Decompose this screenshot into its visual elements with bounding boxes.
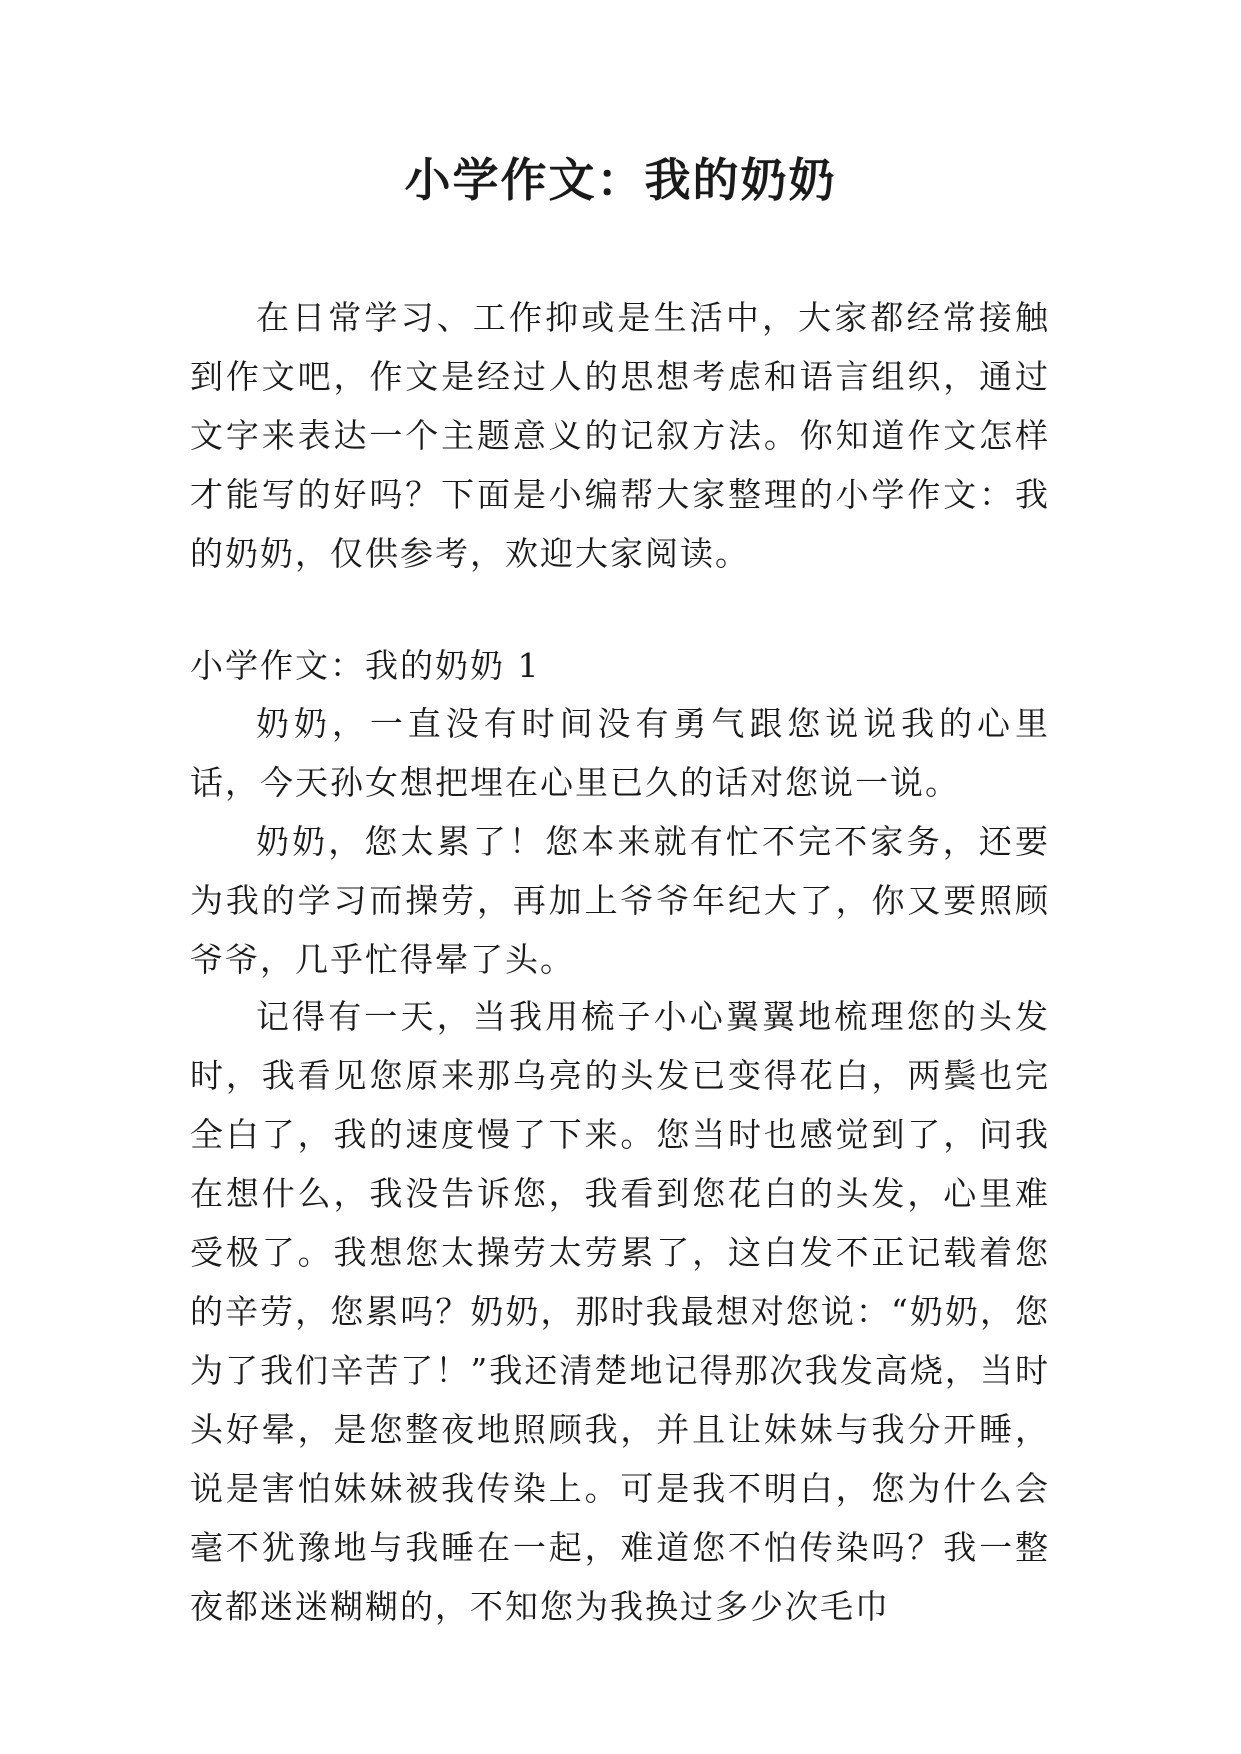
- document-title: 小学作文：我的奶奶: [404, 153, 837, 207]
- body-paragraph-3: 记得有一天，当我用梳子小心翼翼地梳理您的头发时，我看见您原来那乌亮的头发已变得花白，两鬓也完全白了，我的速度慢了下来。您当时也感觉到了，问我在想什么，我没告诉您，我看到您花白的头发，心里难受极了。我想您太操劳太劳累了，这白发不正记载着您的辛劳，您累吗？奶奶，那时我最想对您说：“奶奶，您为了我们辛苦了！”我还清楚地记得那次我发高烧，当时头好晕，是您整夜地照顾我，并且让妹妹与我分开睡，说是害怕妹妹被我传染上。可是我不明白，您为什么会毫不犹豫地与我睡在一起，难道您不怕传染吗？我一整夜都迷迷糊糊的，不知您为我换过多少次毛巾: [190, 997, 1050, 1626]
- section-heading: 小学作文：我的奶奶 1: [190, 646, 541, 685]
- body-paragraph-1: 奶奶，一直没有时间没有勇气跟您说说我的心里话，今天孙女想把埋在心里已久的话对您说一说。: [190, 704, 1050, 802]
- body-paragraph-2: 奶奶，您太累了！您本来就有忙不完不家务，还要为我的学习而操劳，再加上爷爷年纪大了，你又要照顾爷爷，几乎忙得晕了头。: [190, 822, 1050, 979]
- intro-paragraph: 在日常学习、工作抑或是生活中，大家都经常接触到作文吧，作文是经过人的思想考虑和语言组织，通过文字来表达一个主题意义的记叙方法。你知道作文怎样才能写的好吗？下面是小编帮大家整理的小学作文：我的奶奶，仅供参考，欢迎大家阅读。: [190, 298, 1050, 573]
